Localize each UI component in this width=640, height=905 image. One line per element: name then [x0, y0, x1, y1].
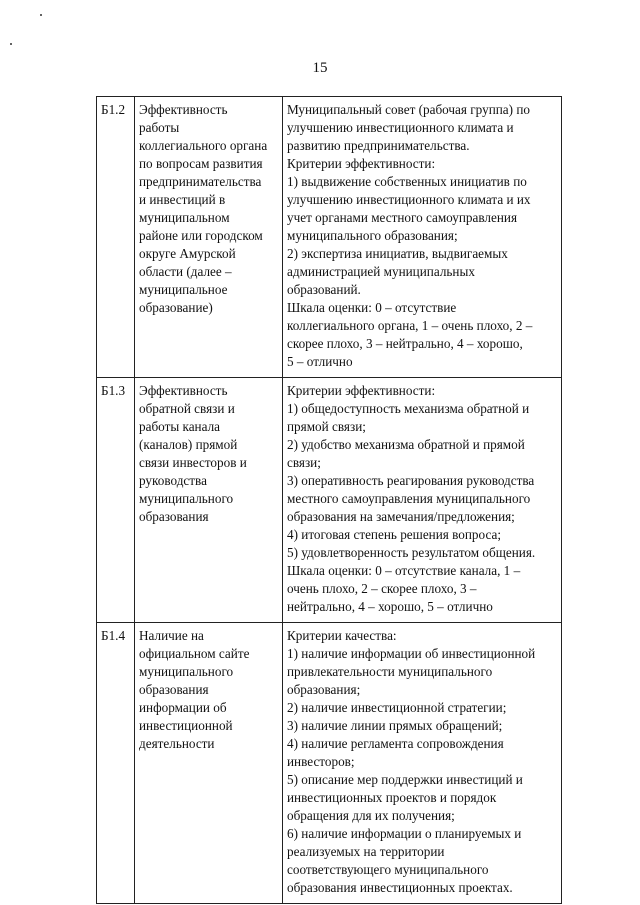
criteria-line: Критерии качества:	[287, 628, 397, 643]
criteria-line: 5) описание мер поддержки инвестиций и	[287, 772, 523, 787]
criteria-line: образования инвестиционных проектах.	[287, 880, 513, 895]
criteria-line: 4) итоговая степень решения вопроса;	[287, 527, 501, 542]
indicator-name-line: работы канала	[139, 419, 221, 434]
indicator-name	[135, 378, 283, 623]
criteria-table	[96, 96, 562, 904]
criteria-line: Критерии эффективности:	[287, 383, 436, 398]
criteria-line: Шкала оценки: 0 – отсутствие	[287, 300, 457, 315]
criteria-table-body	[97, 97, 562, 904]
indicator-criteria	[283, 378, 562, 623]
scan-speck	[40, 14, 42, 16]
indicator-name-line: муниципального	[139, 491, 234, 506]
criteria-line: инвесторов;	[287, 754, 355, 769]
criteria-line: прямой связи;	[287, 419, 366, 434]
criteria-line: 1) общедоступность механизма обратной и	[287, 401, 530, 416]
criteria-line: коллегиального органа, 1 – очень плохо, 2 –	[287, 318, 533, 333]
criteria-line: улучшению инвестиционного климата и	[287, 120, 514, 135]
indicator-name-line: и инвестиций в	[139, 192, 226, 207]
indicator-name-line: Наличие на	[139, 628, 204, 643]
table-row	[97, 378, 562, 623]
indicator-name-line: Эффективность	[139, 383, 228, 398]
indicator-name-line: (каналов) прямой	[139, 437, 238, 452]
indicator-code: Б1.2	[97, 97, 135, 378]
indicator-name-line: Эффективность	[139, 102, 228, 117]
indicator-name-line: округе Амурской	[139, 246, 236, 261]
indicator-name-line: предпринимательства	[139, 174, 262, 189]
criteria-line: инвестиционных проектов и порядок	[287, 790, 497, 805]
indicator-name-line: инвестиционной	[139, 718, 233, 733]
criteria-line: скорее плохо, 3 – нейтрально, 4 – хорошо,	[287, 336, 523, 351]
criteria-line: 2) удобство механизма обратной и прямой	[287, 437, 525, 452]
criteria-line: муниципального образования;	[287, 228, 458, 243]
criteria-line: Муниципальный совет (рабочая группа) по	[287, 102, 531, 117]
criteria-line: 5) удовлетворенность результатом общения.	[287, 545, 536, 560]
criteria-line: образования на замечания/предложения;	[287, 509, 515, 524]
criteria-line: улучшению инвестиционного климата и их	[287, 192, 531, 207]
criteria-line: очень плохо, 2 – скорее плохо, 3 –	[287, 581, 477, 596]
criteria-line: учет органами местного самоуправления	[287, 210, 518, 225]
scan-speck	[10, 43, 12, 45]
criteria-line: 2) наличие инвестиционной стратегии;	[287, 700, 507, 715]
indicator-name-line: образования	[139, 682, 209, 697]
indicator-name-line: информации об	[139, 700, 227, 715]
page-number: 15	[312, 60, 328, 76]
indicator-name-line: районе или городском	[139, 228, 263, 243]
indicator-name-line: муниципальном	[139, 210, 230, 225]
criteria-line: местного самоуправления муниципального	[287, 491, 531, 506]
indicator-name-line: области (далее –	[139, 264, 232, 279]
criteria-line: нейтрально, 4 – хорошо, 5 – отлично	[287, 599, 493, 614]
criteria-line: администрацией муниципальных	[287, 264, 475, 279]
indicator-name-line: по вопросам развития	[139, 156, 263, 171]
criteria-line: связи;	[287, 455, 321, 470]
criteria-line: 4) наличие регламента сопровождения	[287, 736, 504, 751]
indicator-name-line: коллегиального органа	[139, 138, 268, 153]
indicator-name-line: обратной связи и	[139, 401, 235, 416]
indicator-name-line: образования	[139, 509, 209, 524]
indicator-name-line: деятельности	[139, 736, 215, 751]
criteria-line: соответствующего муниципального	[287, 862, 489, 877]
criteria-line: 6) наличие информации о планируемых и	[287, 826, 522, 841]
indicator-criteria	[283, 623, 562, 904]
criteria-line: 3) оперативность реагирования руководства	[287, 473, 535, 488]
criteria-line: 3) наличие линии прямых обращений;	[287, 718, 503, 733]
table-row	[97, 623, 562, 904]
criteria-line: реализуемых на территории	[287, 844, 445, 859]
criteria-line: Шкала оценки: 0 – отсутствие канала, 1 –	[287, 563, 521, 578]
indicator-name-line: официальном сайте	[139, 646, 250, 661]
criteria-line: 1) наличие информации об инвестиционной	[287, 646, 536, 661]
indicator-criteria	[283, 97, 562, 378]
criteria-line: развитию предпринимательства.	[287, 138, 470, 153]
indicator-name-line: руководства	[139, 473, 207, 488]
indicator-name	[135, 623, 283, 904]
indicator-name-line: муниципального	[139, 664, 234, 679]
criteria-line: 5 – отлично	[287, 354, 353, 369]
indicator-code: Б1.4	[97, 623, 135, 904]
indicator-name-line: работы	[139, 120, 180, 135]
criteria-line: Критерии эффективности:	[287, 156, 436, 171]
criteria-line: образования;	[287, 682, 361, 697]
indicator-code: Б1.3	[97, 378, 135, 623]
table-row	[97, 97, 562, 378]
criteria-line: 2) экспертиза инициатив, выдвигаемых	[287, 246, 508, 261]
indicator-name-line: образование)	[139, 300, 213, 315]
indicator-name-line: муниципальное	[139, 282, 228, 297]
criteria-line: образований.	[287, 282, 361, 297]
indicator-name-line: связи инвесторов и	[139, 455, 247, 470]
criteria-line: привлекательности муниципального	[287, 664, 493, 679]
criteria-line: обращения для их получения;	[287, 808, 455, 823]
indicator-name	[135, 97, 283, 378]
criteria-line: 1) выдвижение собственных инициатив по	[287, 174, 527, 189]
